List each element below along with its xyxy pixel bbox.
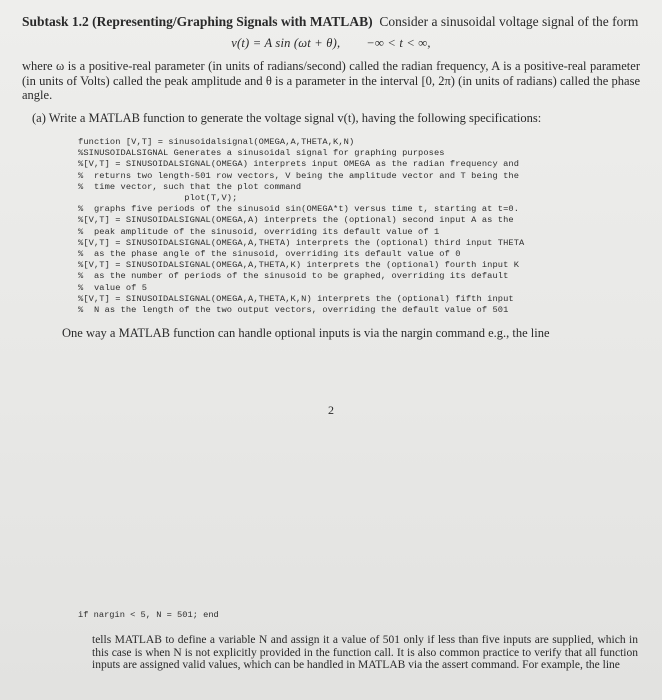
code-line: % returns two length-501 row vectors, V being the amplitude vector and T being the (78, 170, 520, 181)
matlab-code-block (78, 137, 640, 316)
code-line: %[V,T] = SINUSOIDALSIGNAL(OMEGA) interprets input OMEGA as the radian frequency and (78, 159, 520, 170)
subtask-title: Subtask 1.2 (Representing/Graphing Signals with MATLAB) (22, 14, 373, 29)
code-line: %SINUSOIDALSIGNAL Generates a sinusoidal signal for graphing purposes (78, 148, 445, 159)
code-line: %[V,T] = SINUSOIDALSIGNAL(OMEGA,A,THETA,K,N) interprets the (optional) fifth input (78, 293, 514, 304)
code-line: %[V,T] = SINUSOIDALSIGNAL(OMEGA,A) interprets the (optional) second input A as the (78, 215, 514, 226)
nargin-explanation: tells MATLAB to define a variable N and assign it a value of 501 only if less than five inputs are supplied, which in this case is when N is not explicitly provided in the function call. It is also common practice to verify that all function inputs are assigned valid values, which can be handled in MATLAB via the assert command. For example, the line (92, 634, 638, 672)
code-line: %[V,T] = SINUSOIDALSIGNAL(OMEGA,A,THETA) interprets the (optional) third input THETA (78, 237, 525, 248)
subtask-heading (22, 14, 640, 30)
part-a-instruction: (a) Write a MATLAB function to generate the voltage signal v(t), having the following specifications: (32, 110, 542, 125)
code-line: % as the number of periods of the sinusoid to be graphed, overriding its default (78, 271, 509, 282)
nargin-code-line: if nargin < 5, N = 501; end (78, 610, 219, 620)
code-line: % N as the length of the two output vectors, overriding the default value of 501 (78, 305, 509, 316)
bottom-section (78, 610, 638, 672)
code-line: % peak amplitude of the sinusoid, overriding its default value of 1 (78, 226, 440, 237)
code-line: plot(T,V); (78, 193, 238, 204)
code-line: function [V,T] = sinusoidalsignal(OMEGA,A,THETA,K,N) (78, 137, 355, 147)
parameter-description: where ω is a positive-real parameter (in units of radians/second) called the radian frequency, A is a positive-real parameter (in units of Volts) called the peak amplitude and θ is a parameter in the interval [0, 2π) (in units of radians) called the phase angle. (22, 59, 640, 102)
code-line: % graphs five periods of the sinusoid sin(OMEGA*t) versus time t, starting at t=0. (78, 204, 520, 215)
signal-equation (22, 36, 640, 51)
page-number: 2 (328, 403, 334, 417)
code-line: % value of 5 (78, 282, 148, 293)
subtask-intro: Consider a sinusoidal voltage signal of the form (379, 14, 639, 29)
top-section (22, 14, 640, 341)
equation-domain: −∞ < t < ∞, (366, 36, 431, 50)
equation-lhs: v(t) = A sin (ωt + θ), (231, 36, 341, 50)
code-line: %[V,T] = SINUSOIDALSIGNAL(OMEGA,A,THETA,K) interprets the (optional) fourth input K (78, 260, 520, 271)
nargin-intro: One way a MATLAB function can handle optional inputs is via the nargin command e.g., the line (62, 326, 550, 341)
code-line: % time vector, such that the plot command (78, 181, 302, 192)
code-line: % as the phase angle of the sinusoid, overriding its default value of 0 (78, 249, 461, 260)
